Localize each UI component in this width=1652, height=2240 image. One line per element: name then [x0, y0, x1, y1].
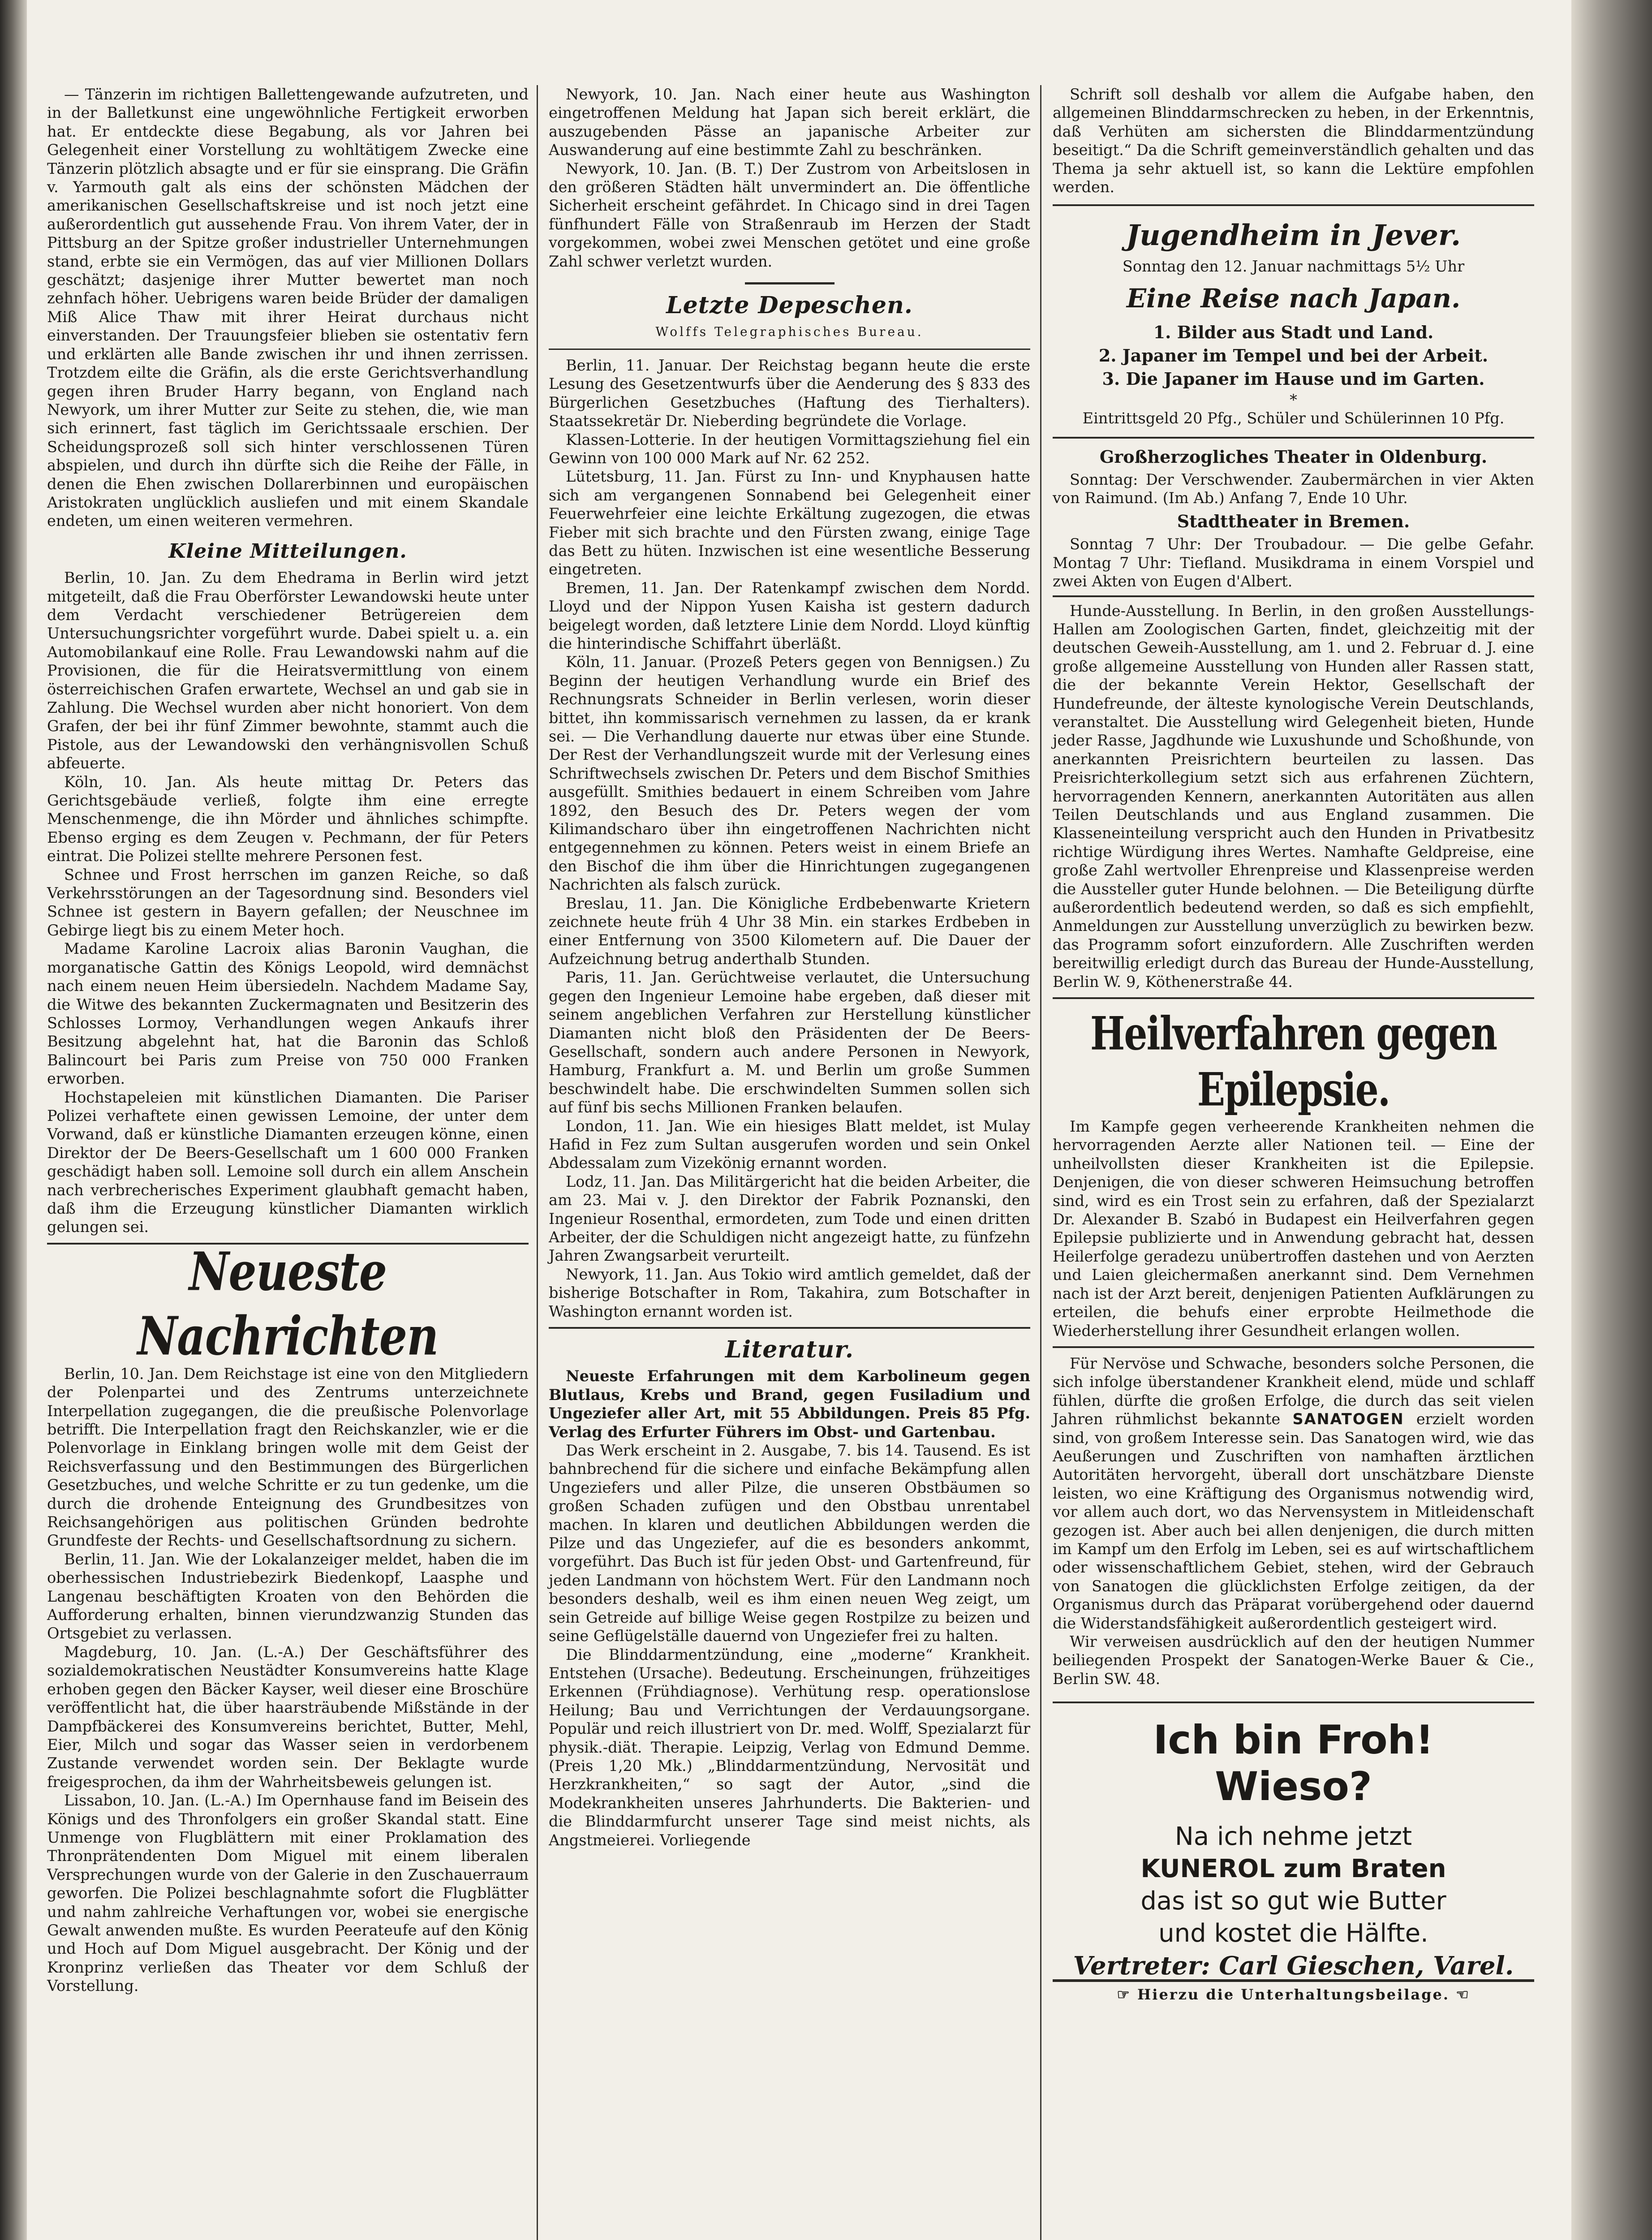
dispatch-item: London, 11. Jan. Wie ein hiesiges Blatt meldet, ist Mulay Hafid in Fez zum Sultan ausgerufen worden und sein Onkel Abdessalam zum Vizekönig ernannt worden.: [549, 1117, 1030, 1172]
column-rule-1: [537, 85, 538, 2240]
notice-hunde-ausstellung: Hunde-Ausstellung. In Berlin, in den großen Ausstellungs-Hallen am Zoologischen Garten, findet, gleichzeitig mit der deutschen Geweih-Ausstellung, am 1. und 2. Februar d. J. eine große allgemeine Ausstellung von Hunden aller Rassen statt, die der bekannte Verein Hektor, Gesellschaft der Hundefreunde, der älteste kynologische Verein Deutschlands, veranstaltet. Die Ausstellung wird Gelegenheit bieten, Hunde jeder Rasse, Jagdhunde wie Luxushunde und Schoßhunde, von anerkannten Preisrichtern beurteilen zu lassen. Das Preisrichterkollegium setzt sich aus erfahrenen Züchtern, hervorragenden Kennern, anerkannten Autoritäten aus allen Teilen Deutschlands und aus England zusammen. Die Klasseneinteilung verspricht auch den Hunden in Privatbesitz richtige Würdigung ihres Wertes. Namhafte Geldpreise, eine große Zahl wertvoller Ehrenpreise und Klassenpreise werden die Aussteller guter Hunde belohnen. — Die Beteiligung dürfte außerordentlich bedeutend werden, so daß es sich empfiehlt, Anmeldungen zur Ausstellung unverzüglich zu bewirken bezw. das Programm sofort einzufordern. Alle Zuschriften werden bereitwillig erledigt durch das Bureau der Hunde-Ausstellung, Berlin W. 9, Köthenerstraße 44.: [1053, 602, 1534, 991]
kunerol-line: das ist so gut wie Butter: [1140, 1887, 1446, 1916]
notice-sanatogen: [1053, 1354, 1534, 1633]
section-divider: [549, 349, 1030, 350]
dispatch-item: Paris, 11. Jan. Gerüchtweise verlautet, die Untersuchung gegen den Ingenieur Lemoine habe ergeben, daß dieser mit seinem angeblichen Verfahren zur Herstellung künstlicher Diamanten nicht bloß den Präsidenten der De Beers-Gesellschaft, sondern auch andere Personen in Newyork, Hamburg, Frankfurt a. M. und Berlin um große Summen beschwindelt habe. Die erschwindelten Summen sollen sich auf fünf bis sechs Millionen Franken belaufen.: [549, 969, 1030, 1116]
dispatch-item: Lütetsburg, 11. Jan. Fürst zu Inn- und Knyphausen hatte sich am vergangenen Sonnabend bei Gelegenheit einer Feuerwehrfeier eine leichte Erkältung zugezogen, die etwas Fieber mit sich brachte und den Fürsten zwang, einige Tage das Bett zu hüten. Inzwischen ist eine wesentliche Besserung eingetreten.: [549, 468, 1030, 578]
telegram-item: Newyork, 10. Jan. Nach einer heute aus Washington eingetroffenen Meldung hat Japan sich bereit erklärt, die auszugebenden Pässe an japanische Arbeiter zur Auswanderung auf eine bestimmte Zahl zu beschränken.: [549, 86, 1030, 159]
news-item: Madame Karoline Lacroix alias Baronin Vaughan, die morganatische Gattin des Königs Leopold, wird demnächst nach einem neuen Heim übersiedeln. Nachdem Madame Say, die Witwe des bekannten Zuckermagnaten und Besitzerin des Schlosses Lormoy, Verhandlungen wegen Ankaufs ihrer Besitzung abgelehnt hat, hat die Baronin das Schloß Balincourt bei Paris zum Preise von 750 000 Franken erworben.: [47, 940, 529, 1088]
ad-subtitle: Eine Reise nach Japan.: [1126, 283, 1461, 314]
advertisement-jugendheim: [1053, 204, 1534, 438]
ad-fee: Eintrittsgeld 20 Pfg., Schüler und Schülerinnen 10 Pfg.: [1082, 409, 1505, 427]
dispatch-item: Klassen-Lotterie. In der heutigen Vormittagsziehung fiel ein Gewinn von 100 000 Mark auf Nr. 62 252.: [549, 431, 1030, 467]
kunerol-line: und kostet die Hälfte.: [1158, 1919, 1428, 1948]
page-gutter-left: [0, 0, 27, 2240]
ad-title: Jugendheim in Jever.: [1126, 219, 1461, 253]
sanatogen-brand: SANATOGEN: [1292, 1410, 1404, 1428]
kunerol-line: Na ich nehme jetzt: [1174, 1822, 1412, 1852]
sanatogen-text-b: erzielt worden sind, von großem Interesse sein. Das Sanatogen wird, wie das Aeußerungen und Zuschriften von namhaften ärztlichen Autoritäten hervorgeht, überall dort unschätzbare Dienste leisten, wo eine Kräftigung des Organismus notwendig wird, vor allem auch dort, wo das Nervensystem in Mitleidenschaft gezogen ist. Aber auch bei allen denjenigen, die durch mitten im Kampf um den Erfolg im Leben, sei es auf wirtschaftlichem oder wissenschaftlichem Gebiet, stehen, wird der Gebrauch von Sanatogen die glücklichsten Erfolge zeitigen, da der Organismus durch das Präparat vorübergehend oder dauernd die Widerstandsfähigkeit außerordentlich gesteigert wird.: [1053, 1410, 1534, 1632]
heading-heilverfahren: Heilverfahren gegen Epilepsie.: [1090, 1007, 1497, 1117]
ad-date: Sonntag den 12. Januar nachmittags 5½ Uhr: [1122, 258, 1465, 276]
dispatch-item: Lodz, 11. Jan. Das Militärgericht hat die beiden Arbeiter, die am 23. Mai v. J. den Direktor der Fabrik Poznanski, den Ingenieur Rosenthal, ermordeten, zum Tode und einen dritten Arbeiter, der die Schuldigen nicht angezeigt hatte, zu fünfzehn Jahren Zwangsarbeit verurteilt.: [549, 1172, 1030, 1265]
section-heading-literatur: Literatur.: [725, 1336, 854, 1363]
ad-list-item: 1. Bilder aus Stadt und Land.: [1153, 322, 1434, 342]
section-divider: [1053, 997, 1534, 999]
kunerol-line: Ich bin Froh!: [1153, 1717, 1434, 1763]
literature-review: Die Blinddarmentzündung, eine „moderne“ Krankheit. Entstehen (Ursache). Bedeutung. Erscheinungen, frühzeitiges Erkennen (Frühdiagnose). Verhütung resp. operationslose Heilung; Bau und Verrichtungen der Verdauungsorgane. Populär und reich illustriert von Dr. med. Wolff, Spezialarzt für physik.-diät. Therapie. Leipzig, Verlag von Edmund Demme. (Preis 1,20 Mk.) „Blinddarmentzündung, Nervosität und Herzkrankheiten,“ so sagt der Autor, „sind die Modekrankheiten unseres Jahrhunderts. Die Bakterien- und die Blinddarmfurcht unserer Tage sind meist nichts, als Angstmeierei. Vorliegende: [549, 1646, 1030, 1849]
notice-sanatogen-prospekt: Wir verweisen ausdrücklich auf den der heutigen Nummer beiliegenden Prospekt der Sanatogen-Werke Bauer & Cie., Berlin SW. 48.: [1053, 1633, 1534, 1688]
column-1: [47, 85, 529, 1995]
literature-review: Das Werk erscheint in 2. Ausgabe, 7. bis 14. Tausend. Es ist bahnbrechend für die sichere und einfache Bekämpfung allen Ungeziefers und aller Pilze, die unseren Obstbäumen so großen Schaden zufügen und den Obstbau unrentabel machen. In klaren und deutlichen Abbildungen werden die Pilze und das Ungeziefer, auf die es besonders ankommt, vorgeführt. Das Buch ist für jeden Obst- und Gartenfreund, für jeden Landmann von höchstem Wert. Für den Landmann noch besonders deshalb, weil es ihm einen neuen Weg zeigt, um sein Getreide auf billige Weise gegen Rostpilze zu beizen und seine Geflügelställe dauernd von Ungeziefer frei zu halten.: [549, 1442, 1030, 1645]
dispatch-item: Bremen, 11. Jan. Der Ratenkampf zwischen dem Nordd. Lloyd und der Nippon Yusen Kaisha ist gestern dadurch beigelegt worden, daß letztere Linie dem Nordd. Lloyd künftig die hinterindische Schiffahrt überläßt.: [549, 579, 1030, 652]
advertisement-theater: [1053, 439, 1534, 597]
section-heading-letzte-depeschen: Letzte Depeschen.: [666, 292, 913, 319]
section-heading-kleine-mitteilungen: Kleine Mitteilungen.: [168, 539, 407, 563]
ad-theater-title: Großherzogliches Theater in Oldenburg.: [1099, 446, 1488, 467]
ad-theater-title: Stadttheater in Bremen.: [1177, 511, 1410, 531]
short-divider: [745, 282, 835, 284]
column-2: [549, 85, 1030, 1849]
notice-heilverfahren: Im Kampfe gegen verheerende Krankheiten nehmen die hervorragenden Aerzte aller Nationen teil. — Eine der unheilvollsten dieser Krankheiten ist die Epilepsie. Denjenigen, die von dieser schweren Heimsuchung betroffen sind, wird es ein Trost sein zu erfahren, daß der Spezialarzt Dr. Alexander B. Szabó in Budapest ein Heilverfahren gegen Epilepsie publizierte und in Anwendung gebracht hat, dessen Heilerfolge geradezu unübertroffen dastehen und von Aerzten und Laien gleichermaßen anerkannt sind. Dem Vernehmen nach ist der Arzt bereit, denjenigen Patienten Aufklärungen zu erteilen, die behufs einer erprobte Heilmethode die Wiederherstellung ihrer Gesundheit erlangen wollen.: [1053, 1118, 1534, 1340]
page-edge-right: [1571, 0, 1652, 2240]
ad-theater-text: Sonntag 7 Uhr: Der Troubadour. — Die gelbe Gefahr. Montag 7 Uhr: Tiefland. Musikdrama in einem Vorspiel und zwei Akten von Eugen d'Albert.: [1053, 535, 1534, 590]
literature-continuation: Schrift soll deshalb vor allem die Aufgabe haben, den allgemeinen Blinddarmschrecken zu heben, in der Erkenntnis, daß Verhüten am sichersten die Blinddarmentzündung beseitigt.“ Da die Schrift gemeinverständlich gehalten und das Thema ja sehr aktuell ist, so kann die Lektüre empfohlen werden.: [1053, 86, 1534, 196]
kunerol-line: KUNEROL zum Braten: [1140, 1854, 1446, 1884]
news-item: Berlin, 10. Jan. Dem Reichstage ist eine von den Mitgliedern der Polenpartei und des Zentrums unterzeichnete Interpellation zugegangen, die die preußische Polenvorlage betrifft. Die Interpellation fragt den Reichskanzler, wie er die Polenvorlage in Einklang bringen wolle mit dem Geist der Reichsverfassung und den Bestimmungen des Bürgerlichen Gesetzbuches, und welche Schritte er zu tun gedenke, um die durch die drohende Enteignung des Grundbesitzes von Reichsangehörigen aus politischen Gründen bedrohte Grundfeste der Rechts- und Gesellschaftsordnung zu sichern.: [47, 1365, 529, 1550]
dispatch-item: Köln, 11. Januar. (Prozeß Peters gegen von Bennigsen.) Zu Beginn der heutigen Verhandlung wurde ein Brief des Rechnungsrats Schneider in Berlin verlesen, worin dieser bittet, ihn kommissarisch vernehmen zu lassen, da er krank sei. — Die Verhandlung dauerte nur etwas über eine Stunde. Der Rest der Verhandlungszeit wurde mit der Verlesung eines Schriftwechsels zwischen Dr. Peters und dem Bischof Smithies ausgefüllt. Smithies bedauert in einem Schreiben vom Jahre 1892, den Besuch des Dr. Peters wegen der vom Kilimandscharo über ihn eingetroffenen Nachrichten nicht entgegennehmen zu können. Peters weist in einem Briefe an den Bischof die ihm über die Hinrichtungen zugegangenen Nachrichten als falsch zurück.: [549, 653, 1030, 894]
ad-list-item: 2. Japaner im Tempel und bei der Arbeit.: [1098, 345, 1489, 366]
dispatch-item: Newyork, 11. Jan. Aus Tokio wird amtlich gemeldet, daß der bisherige Botschafter in Rom, Takahira, zum Botschafter in Washington ernannt worden ist.: [549, 1265, 1030, 1320]
news-item: Magdeburg, 10. Jan. (L.-A.) Der Geschäftsführer des sozialdemokratischen Neustädter Konsumvereins hatte Klage erhoben gegen den Bäcker Kayser, weil dieser eine Broschüre veröffentlicht hat, die über haarsträubende Mißstände in der Dampfbäckerei des Konsumvereins berichtet, Butter, Mehl, Eier, Milch und sogar das Wasser seien in verdorbenem Zustande verwendet worden sein. Der Beklagte wurde freigesprochen, da ihm der Wahrheitsbeweis gelungen ist.: [47, 1643, 529, 1791]
ad-ornament: *: [1290, 391, 1297, 409]
news-item: Lissabon, 10. Jan. (L.-A.) Im Opernhause fand im Beisein des Königs und des Thronfolgers ein großer Skandal statt. Eine Unmenge von Flugblättern mit einer Proklamation des Thronprätendenten Dom Miguel mit einem liberalen Versprechungen wurde von der Galerie in den Zuschauerraum geworfen. Die Polizei beschlagnahmte sofort die Flugblätter und nahm zahlreiche Verhaftungen vor, wobei sie energische Gewalt anwenden mußte. Es wurden Peerateufe auf den König und Hoch auf Dom Miguel ausgebracht. Der König und der Kronprinz verließen das Theater vor dem Schluß der Vorstellung.: [47, 1792, 529, 1995]
article-continuation: — Tänzerin im richtigen Ballettengewande aufzutreten, und in der Balletkunst eine ungewöhnliche Fertigkeit erworben hat. Er entdeckte diese Begabung, als vor Jahren bei Gelegenheit einer Vorstellung zu wohltätigem Zwecke eine Tänzerin plötzlich absagte und er für sie einsprang. Die Gräfin v. Yarmouth galt als eins der schönsten Mädchen der amerikanischen Gesellschaftskreise und ist noch jetzt eine außerordentlich gut aussehende Frau. Von ihrem Vater, der in Pittsburg an der Spitze großer industrieller Unternehmungen stand, erbte sie ein Vermögen, das auf vier Millionen Dollars geschätzt; dasjenige ihrer Mutter bewertet man noch zehnfach höher. Uebrigens waren beide Brüder der damaligen Miß Alice Thaw mit ihrer Heirat durchaus nicht einverstanden. Der Trauungsfeier blieben sie ostentativ fern und erklärten alle Bande zwischen ihr und ihnen zerrissen. Trotzdem eilte die Gräfin, als die erste Gerichtsverhandlung gegen ihren Bruder Harry begann, von England nach Newyork, um ihrer Mutter zur Seite zu stehen, die, wie man sich erinnert, fast täglich im Gerichtssaale erschien. Der Scheidungsprozeß soll sich hinter verschlossenen Türen abspielen, und durch ihn dürfte sich die Reihe der Fälle, in denen die Ehen zwischen Dollarerbinnen und europäischen Aristokraten unglücklich ausliefen und mit einem Skandale endeten, um einen weiteren vermehren.: [47, 86, 529, 530]
column-rule-2: [1040, 85, 1041, 2240]
sanatogen-text-a: Für Nervöse und Schwache, besonders solche Personen, die sich infolge überstandener Krankheit elend, müde und schlaff fühlen, dürfte die großen Erfolge, die durch das seit vielen Jahren rühmlichst bekannte: [1053, 1354, 1534, 1428]
kunerol-line: Wieso?: [1215, 1763, 1372, 1810]
column-3: [1053, 85, 1534, 2004]
dispatch-item: Breslau, 11. Jan. Die Königliche Erdbebenwarte Krietern zeichnete heute früh 4 Uhr 38 Min. ein starkes Erdbeben in einer Entfernung von 3500 Kilometern auf. Die Dauer der Aufzeichnung betrug anderthalb Stunden.: [549, 894, 1030, 968]
telegram-item: Newyork, 10. Jan. (B. T.) Der Zustrom von Arbeitslosen in den größeren Städten hält unvermindert an. Die öffentliche Sicherheit erscheint gefährdet. In Chicago sind in drei Tagen fünfhundert Fälle von Straßenraub im Herzen der Stadt vorgekommen, wobei zwei Menschen getötet und eine große Zahl schwer verletzt wurden.: [549, 159, 1030, 270]
news-item: Hochstapeleien mit künstlichen Diamanten. Die Pariser Polizei verhaftete einen gewissen Lemoine, der unter dem Vorwand, daß er künstliche Diamanten erzeugen könne, einen Direktor der De Beers-Gesellschaft um 1 600 000 Franken geschädigt haben soll. Lemoine soll durch ein allem Anschein nach verbrecherisches Experiment glaubhaft gemacht haben, daß ihm die Erzeugung künstlicher Diamanten wirklich gelungen sei.: [47, 1088, 529, 1236]
literature-title: Neueste Erfahrungen mit dem Karbolineum gegen Blutlaus, Krebs und Brand, gegen Fusiladium und Ungeziefer aller Art, mit 55 Abbildungen. Preis 85 Pfg. Verlag des Erfurter Führers im Obst- und Gartenbau.: [549, 1367, 1030, 1441]
supplement-note: ☞ Hierzu die Unterhaltungsbeilage. ☜: [1117, 1986, 1470, 2003]
ad-list-item: 3. Die Japaner im Hause und im Garten.: [1102, 368, 1485, 389]
advertisement-kunerol: [1053, 1702, 1534, 1982]
news-item: Köln, 10. Jan. Als heute mittag Dr. Peters das Gerichtsgebäude verließ, folgte ihm eine erregte Menschenmenge, die ihn Mörder und ähnliches schimpfte. Ebenso erging es dem Zeugen v. Pechmann, der für Peters eintrat. Die Polizei stellte mehrere Personen fest.: [47, 773, 529, 865]
news-item: Schnee und Frost herrschen im ganzen Reiche, so daß Verkehrsstörungen an der Tagesordnung sind. Besonders viel Schnee ist gestern in Bayern gefallen; der Neuschnee im Gebirge liegt bis zu einem Meter hoch.: [47, 866, 529, 939]
section-divider: [1053, 1346, 1534, 1348]
section-heading-neueste-nachrichten: Neueste Nachrichten: [137, 1241, 439, 1368]
section-subheading-wolff: Wolffs Telegraphisches Bureau.: [655, 324, 924, 340]
dispatch-item: Berlin, 11. Januar. Der Reichstag begann heute die erste Lesung des Gesetzentwurfs über die Aenderung des § 833 des Bürgerlichen Gesetzbuches (Haftung des Tierhalters). Staatssekretär Dr. Nieberding begründete die Vorlage.: [549, 356, 1030, 430]
kunerol-representative: Vertreter: Carl Gieschen, Varel.: [1053, 1957, 1534, 1982]
news-item: Berlin, 11. Jan. Wie der Lokalanzeiger meldet, haben die im oberhessischen Industriebezirk Biedenkopf, Laasphe und Langenau beschäftigten Kroaten von den Behörden die Aufforderung erhalten, binnen vierundzwanzig Stunden das Ortsgebiet zu verlassen.: [47, 1550, 529, 1642]
section-divider: [549, 1327, 1030, 1329]
news-item: Berlin, 10. Jan. Zu dem Ehedrama in Berlin wird jetzt mitgeteilt, daß die Frau Oberförster Lewandowski heute unter dem Verdacht verschiedener Betrügereien dem Untersuchungsrichter vorgeführt wurde. Dabei spielt u. a. ein Automobilankauf eine Rolle. Frau Lewandowski nahm auf die Provisionen, die für die Heiratsvermittlung von einem österreichischen Grafen erwartete, Wechsel an und gab sie in Zahlung. Die Wechsel wurden aber nicht honoriert. Von dem Grafen, der bei ihr fünf Zimmer bewohnte, stammt auch die Pistole, aus der Lewandowski den verhängnisvollen Schuß abfeuerte.: [47, 569, 529, 772]
ad-theater-text: Sonntag: Der Verschwender. Zaubermärchen in vier Akten von Raimund. (Im Ab.) Anfang 7, Ende 10 Uhr.: [1053, 471, 1534, 507]
